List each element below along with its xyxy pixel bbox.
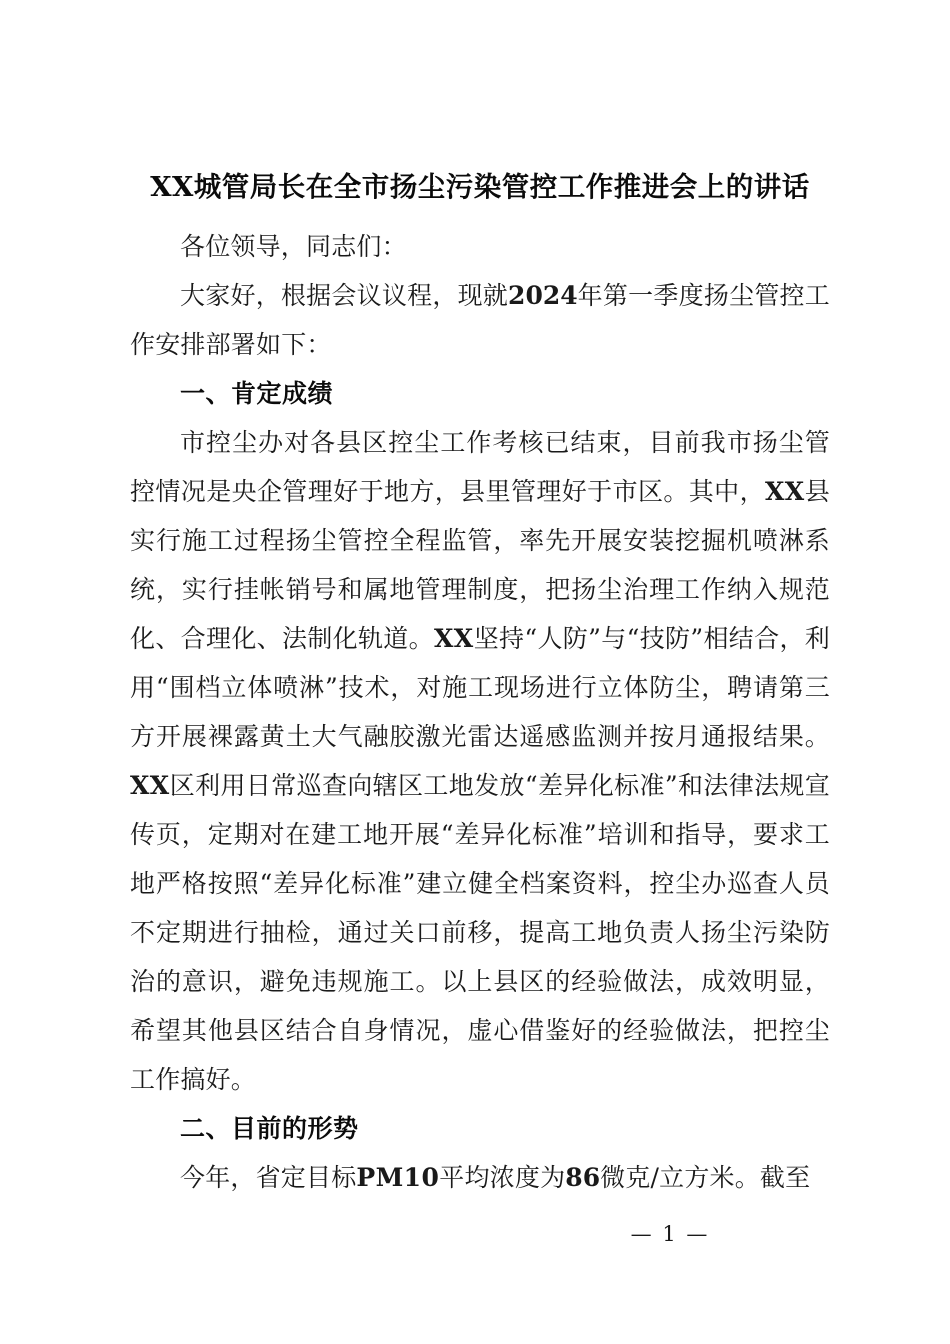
- section-heading-1: 一、肯定成绩: [180, 378, 334, 408]
- salutation-paragraph: 各位领导，同志们：: [180, 231, 407, 261]
- intro-paragraph: 大家好，根据会议议程，现就2024年第一季度扬尘管控工作安排部署如下：: [130, 280, 830, 359]
- page-footer: [0, 1222, 950, 1246]
- section-body-2: 今年，省定目标PM10平均浓度为86微克/立方米。截至: [180, 1162, 811, 1192]
- page-number: — 1 —: [630, 1222, 710, 1246]
- page-title: XX城管局长在全市扬尘污染管控工作推进会上的讲话: [150, 171, 810, 203]
- section-body-1: 市控尘办对各县区控尘工作考核已结束，目前我市扬尘管控情况是央企管理好于地方，县里管理好于市区。其中，XX县实行施工过程扬尘管控全程监管，率先开展安装挖掘机喷淋系统，实行挂帐销号和属地管理制度，把扬尘治理工作纳入规范化、合理化、法制化轨道。XX坚持“人防”与“技防”相结合，利用“围档立体喷淋”技术，对施工现场进行立体防尘，聘请第三方开展裸露黄土大气融胶激光雷达遥感监测并按月通报结果。XX区利用日常巡查向辖区工地发放“差异化标准”和法律法规宣传页，定期对在建工地开展“差异化标准”培训和指导，要求工地严格按照“差异化标准”建立健全档案资料，控尘办巡查人员不定期进行抽检，通过关口前移，提高工地负责人扬尘污染防治的意识，避免违规施工。以上县区的经验做法，成效明显，希望其他县区结合自身情况，虚心借鉴好的经验做法，把控尘工作搞好。: [130, 427, 830, 1094]
- section-heading-2: 二、目前的形势: [180, 1113, 359, 1143]
- document-body: [130, 168, 830, 1202]
